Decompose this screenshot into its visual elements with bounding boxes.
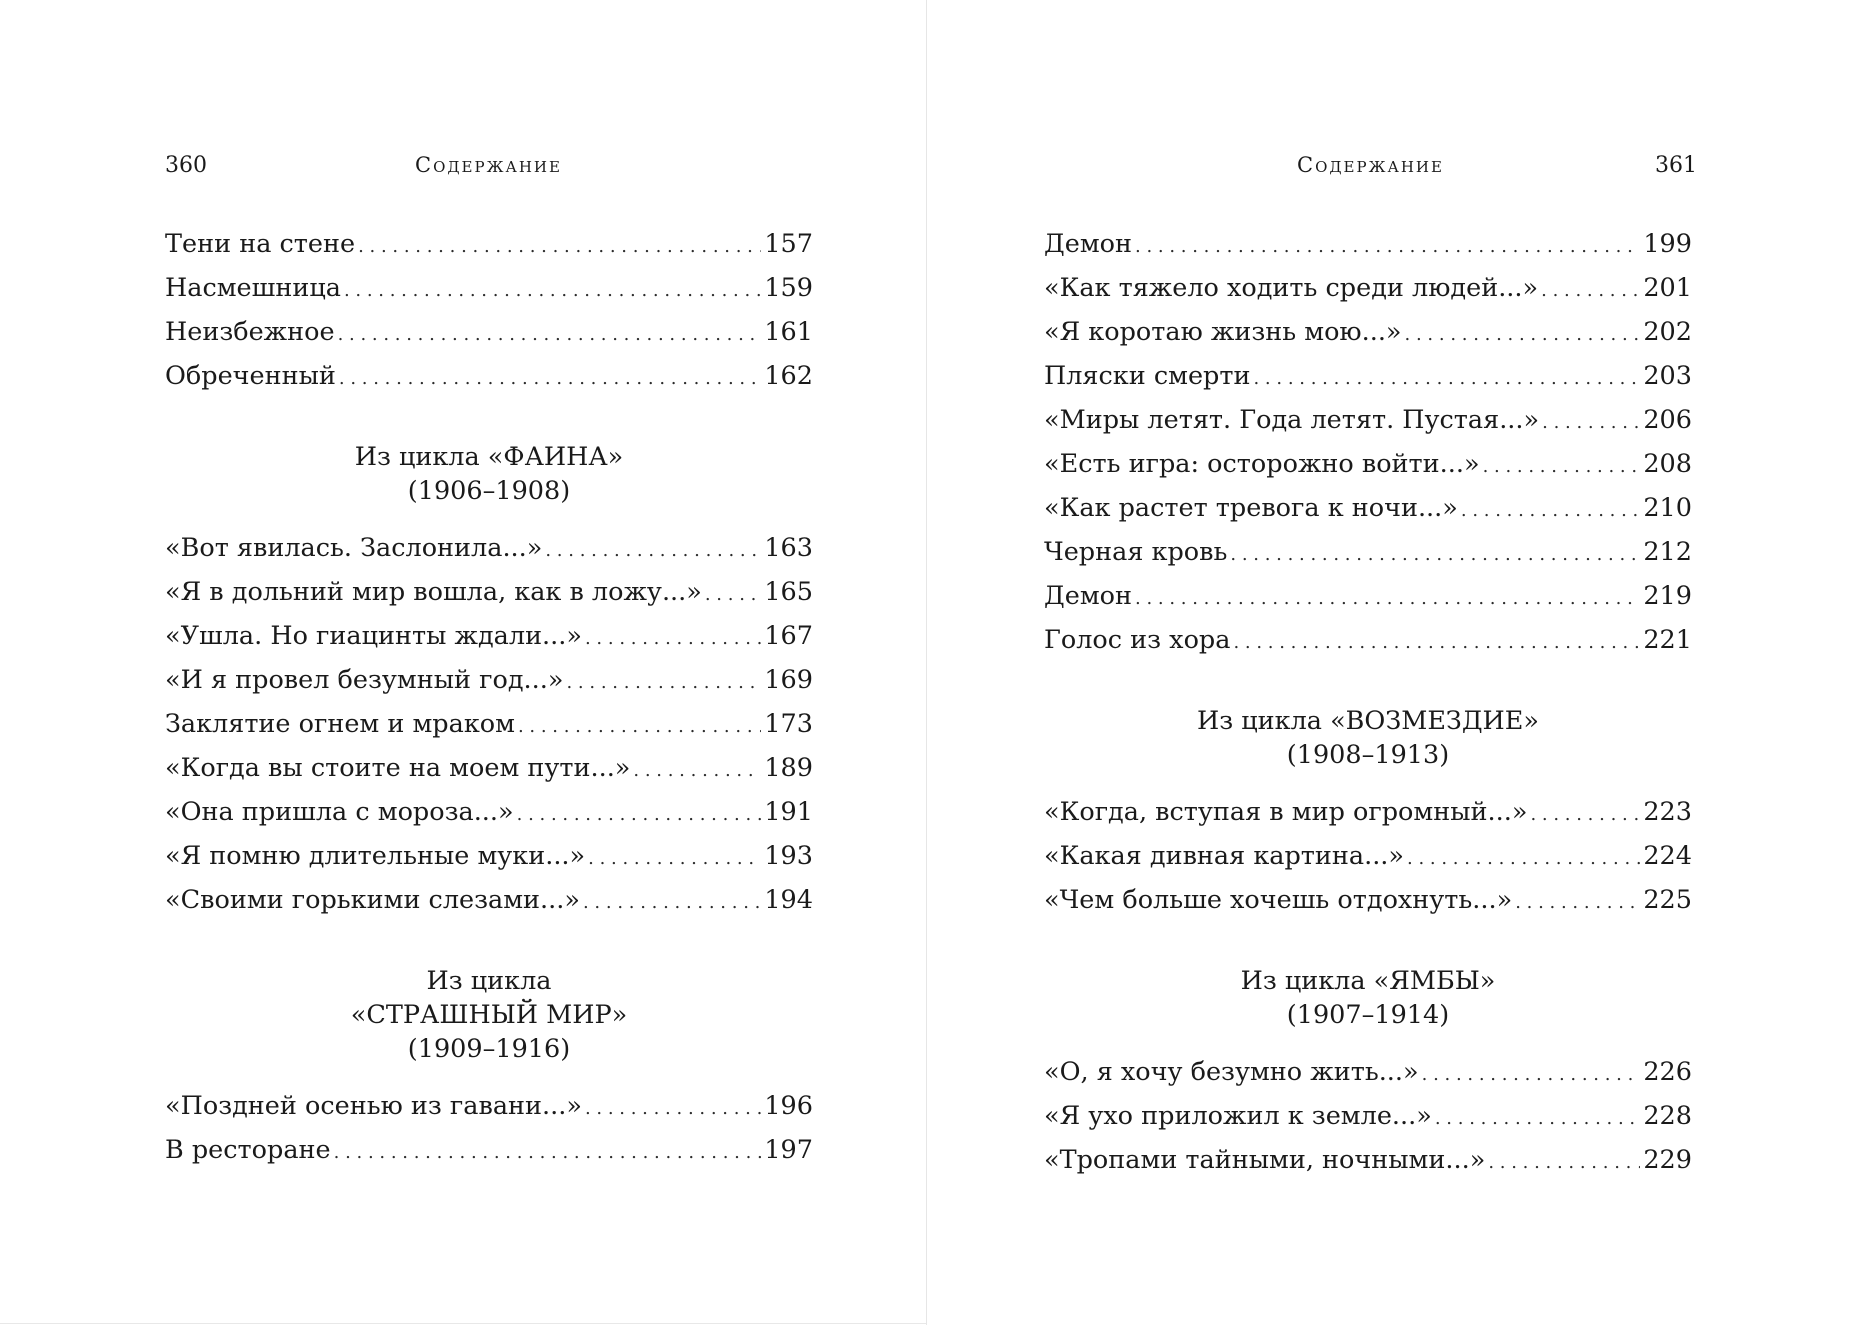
toc-entry-title: Демон xyxy=(1044,229,1133,259)
toc-entry xyxy=(165,1084,813,1128)
toc-entry-title: В ресторане xyxy=(165,1135,331,1165)
toc-entry-title: «Она пришла с мороза...» xyxy=(165,797,514,827)
dot-leader xyxy=(344,266,761,313)
cycle-heading xyxy=(1044,704,1692,772)
running-head xyxy=(927,153,1853,183)
toc-entry-title: «И я провел безумный год...» xyxy=(165,665,564,695)
toc-entry xyxy=(165,702,813,746)
dot-leader xyxy=(517,790,762,837)
dot-leader xyxy=(1233,618,1640,665)
toc-entry xyxy=(165,834,813,878)
dot-leader xyxy=(1405,310,1641,357)
toc-entry-page: 224 xyxy=(1643,841,1692,871)
toc-entry xyxy=(165,878,813,922)
section-spacer xyxy=(165,922,813,964)
toc-entry xyxy=(165,354,813,398)
dot-leader xyxy=(1488,1138,1640,1185)
toc-entry-title: «Ушла. Но гиацинты ждали...» xyxy=(165,621,582,651)
dot-leader xyxy=(1515,878,1640,925)
toc-entry-title: «Миры летят. Года летят. Пустая...» xyxy=(1044,405,1540,435)
toc-entry xyxy=(1044,834,1692,878)
toc-entry-title: Тени на стене xyxy=(165,229,356,259)
toc-entry-page: 157 xyxy=(764,229,813,259)
dot-leader xyxy=(588,834,761,881)
cycle-heading-line: «СТРАШНЫЙ МИР» xyxy=(350,1000,628,1030)
toc-entry-title: Демон xyxy=(1044,581,1133,611)
dot-leader xyxy=(585,1084,761,1131)
dot-leader xyxy=(1135,574,1640,621)
toc-entry-title: «Я в дольний мир вошла, как в ложу...» xyxy=(165,577,702,607)
dot-leader xyxy=(1461,486,1640,533)
toc-entry-title: «Своими горькими слезами...» xyxy=(165,885,580,915)
page-number: 361 xyxy=(1655,153,1697,178)
cycle-heading-line: Из цикла «ЯМБЫ» xyxy=(1240,966,1496,996)
toc-entry-page: 162 xyxy=(764,361,813,391)
toc-entry-page: 228 xyxy=(1643,1101,1692,1131)
toc-entry xyxy=(165,222,813,266)
running-head xyxy=(0,153,926,183)
toc-entry-page: 225 xyxy=(1643,885,1692,915)
toc-entry xyxy=(1044,1050,1692,1094)
toc-entry-page: 189 xyxy=(764,753,813,783)
dot-leader xyxy=(334,1128,762,1175)
running-head-title: Содержание xyxy=(415,153,562,177)
page-edge xyxy=(0,1323,926,1324)
dot-leader xyxy=(1253,354,1640,401)
toc-entry-title: «О, я хочу безумно жить...» xyxy=(1044,1057,1419,1087)
toc-entry xyxy=(165,570,813,614)
toc-entry-page: 193 xyxy=(764,841,813,871)
toc-entry xyxy=(1044,618,1692,662)
cycle-heading-line: (1909–1916) xyxy=(407,1034,571,1064)
toc-entry-page: 191 xyxy=(764,797,813,827)
toc-entry-title: «Я помню длительные муки...» xyxy=(165,841,586,871)
toc-entry-title: Насмешница xyxy=(165,273,341,303)
toc-entry-page: 223 xyxy=(1643,797,1692,827)
dot-leader xyxy=(1135,222,1640,269)
dot-leader xyxy=(1230,530,1640,577)
toc-entry xyxy=(165,310,813,354)
toc-entry-title: «Я коротаю жизнь мою...» xyxy=(1044,317,1402,347)
dot-leader xyxy=(705,570,761,617)
toc-entry-title: «Чем больше хочешь отдохнуть...» xyxy=(1044,885,1513,915)
toc-entry-title: Черная кровь xyxy=(1044,537,1228,567)
toc-entry-title: «Как растет тревога к ночи...» xyxy=(1044,493,1458,523)
toc-entry-title: «Когда, вступая в мир огромный...» xyxy=(1044,797,1528,827)
toc-entry xyxy=(1044,442,1692,486)
dot-leader xyxy=(1407,834,1640,881)
page-number: 360 xyxy=(165,153,207,178)
toc-entry-page: 229 xyxy=(1643,1145,1692,1175)
toc-entry xyxy=(1044,310,1692,354)
toc-entry-page: 167 xyxy=(764,621,813,651)
toc-entry-page: 210 xyxy=(1643,493,1692,523)
section-spacer xyxy=(165,398,813,440)
toc-entry-title: Заклятие огнем и мраком xyxy=(165,709,515,739)
dot-leader xyxy=(1483,442,1641,489)
toc-entry-title: «Я ухо приложил к земле...» xyxy=(1044,1101,1432,1131)
toc-entry-page: 161 xyxy=(764,317,813,347)
dot-leader xyxy=(585,614,761,661)
toc-entry-page: 197 xyxy=(764,1135,813,1165)
toc-entry-title: «Когда вы стоите на моем пути...» xyxy=(165,753,631,783)
toc-entry xyxy=(1044,398,1692,442)
dot-leader xyxy=(1542,398,1640,445)
section-spacer xyxy=(165,508,813,526)
toc-entry-title: Пляски смерти xyxy=(1044,361,1251,391)
dot-leader xyxy=(358,222,761,269)
section-spacer xyxy=(1044,1032,1692,1050)
toc-entry xyxy=(165,658,813,702)
dot-leader xyxy=(338,310,762,357)
cycle-heading-line: (1908–1913) xyxy=(1286,740,1450,770)
toc-entry xyxy=(1044,790,1692,834)
toc-entry-title: «Тропами тайными, ночными...» xyxy=(1044,1145,1486,1175)
toc-entry-page: 219 xyxy=(1643,581,1692,611)
toc-entry-page: 206 xyxy=(1643,405,1692,435)
left-page xyxy=(0,0,926,1325)
dot-leader xyxy=(1422,1050,1641,1097)
running-head-title: Содержание xyxy=(1297,153,1444,177)
dot-leader xyxy=(1541,266,1640,313)
dot-leader xyxy=(518,702,761,749)
toc-entry-page: 194 xyxy=(764,885,813,915)
dot-leader xyxy=(1530,790,1640,837)
toc-entry xyxy=(1044,486,1692,530)
toc-entry-page: 173 xyxy=(764,709,813,739)
toc-entry-title: Неизбежное xyxy=(165,317,335,347)
toc-entry-title: «Вот явилась. Заслонила...» xyxy=(165,533,543,563)
cycle-heading-line: (1907–1914) xyxy=(1286,1000,1450,1030)
toc-entry-page: 163 xyxy=(764,533,813,563)
toc-entry xyxy=(1044,878,1692,922)
section-spacer xyxy=(1044,922,1692,964)
toc-entry-page: 159 xyxy=(764,273,813,303)
toc-entry xyxy=(165,266,813,310)
toc-entry-page: 196 xyxy=(764,1091,813,1121)
toc-entry-page: 212 xyxy=(1643,537,1692,567)
toc-entry-page: 169 xyxy=(764,665,813,695)
toc-entry-page: 208 xyxy=(1643,449,1692,479)
toc-entry-page: 226 xyxy=(1643,1057,1692,1087)
toc-entry-title: «Поздней осенью из гавани...» xyxy=(165,1091,582,1121)
cycle-heading-line: (1906–1908) xyxy=(407,476,571,506)
cycle-heading xyxy=(1044,964,1692,1032)
toc-entry xyxy=(1044,1138,1692,1182)
cycle-heading xyxy=(165,440,813,508)
dot-leader xyxy=(583,878,761,925)
cycle-heading-line: Из цикла xyxy=(426,966,552,996)
toc-entry-page: 203 xyxy=(1643,361,1692,391)
toc-entry-page: 221 xyxy=(1643,625,1692,655)
dot-leader xyxy=(566,658,761,705)
toc-entry-page: 165 xyxy=(764,577,813,607)
section-spacer xyxy=(1044,772,1692,790)
toc-entry xyxy=(165,746,813,790)
right-page xyxy=(927,0,1853,1325)
toc-entry-title: Обреченный xyxy=(165,361,336,391)
toc-entry-page: 201 xyxy=(1643,273,1692,303)
toc-entry-page: 199 xyxy=(1643,229,1692,259)
section-spacer xyxy=(165,1066,813,1084)
cycle-heading-line: Из цикла «ВОЗМЕЗДИЕ» xyxy=(1196,706,1540,736)
toc-entry xyxy=(165,790,813,834)
toc-entry xyxy=(165,614,813,658)
toc-entry-title: «Какая дивная картина...» xyxy=(1044,841,1405,871)
toc-entry xyxy=(1044,354,1692,398)
toc-entry xyxy=(165,1128,813,1172)
dot-leader xyxy=(1435,1094,1640,1141)
toc-entry xyxy=(1044,530,1692,574)
cycle-heading-line: Из цикла «ФАИНА» xyxy=(354,442,624,472)
toc-entry xyxy=(1044,266,1692,310)
toc-entry xyxy=(1044,574,1692,618)
toc-entry xyxy=(1044,1094,1692,1138)
toc-list xyxy=(165,222,813,1172)
dot-leader xyxy=(545,526,761,573)
cycle-heading xyxy=(165,964,813,1066)
dot-leader xyxy=(633,746,761,793)
dot-leader xyxy=(339,354,761,401)
toc-list xyxy=(1044,222,1692,1182)
section-spacer xyxy=(1044,662,1692,704)
toc-entry-page: 202 xyxy=(1643,317,1692,347)
toc-entry xyxy=(1044,222,1692,266)
toc-entry-title: «Как тяжело ходить среди людей...» xyxy=(1044,273,1539,303)
toc-entry xyxy=(165,526,813,570)
toc-entry-title: «Есть игра: осторожно войти...» xyxy=(1044,449,1480,479)
toc-entry-title: Голос из хора xyxy=(1044,625,1231,655)
